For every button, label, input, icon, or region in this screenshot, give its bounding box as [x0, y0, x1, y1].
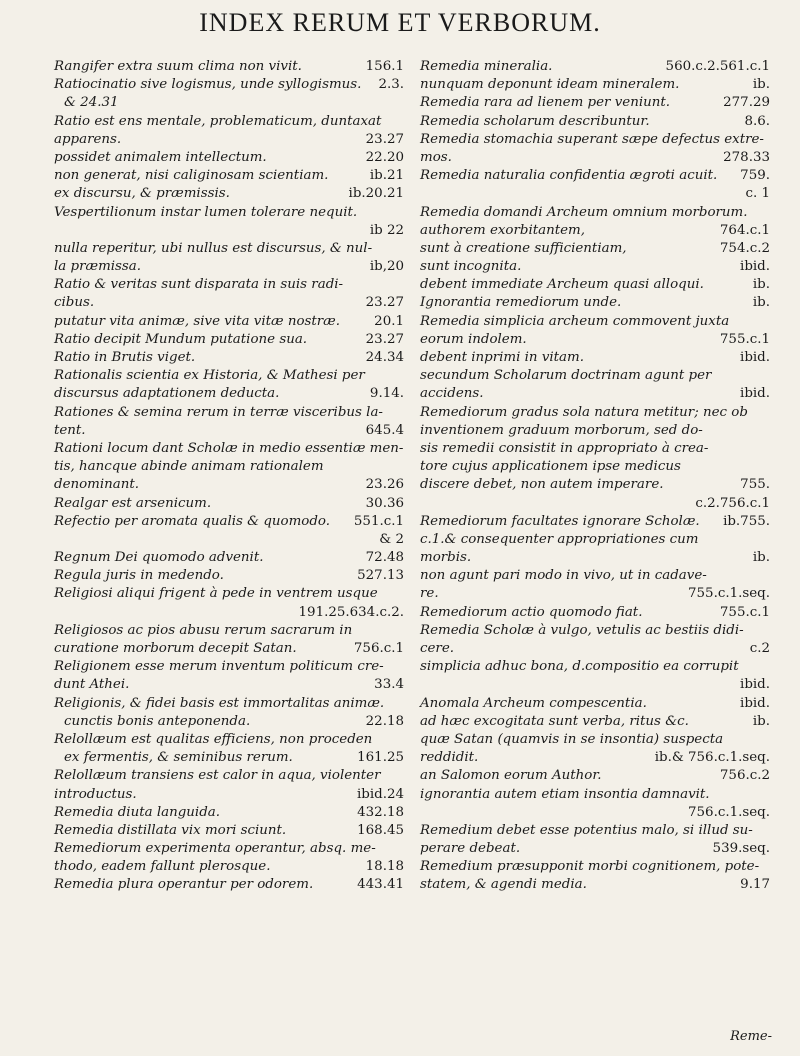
entry-text: debent inprimi in vitam. [420, 350, 584, 365]
index-entry [54, 131, 404, 149]
index-entry [420, 240, 770, 258]
index-entry [420, 786, 770, 804]
entry-reference: 527.13 [357, 568, 404, 584]
index-entry [54, 585, 404, 603]
entry-reference: 72.48 [365, 550, 404, 566]
left-column [54, 58, 404, 895]
entry-reference: ib 22 [369, 222, 404, 238]
entry-reference: 756.c.1 [353, 641, 404, 656]
index-entry [420, 476, 770, 494]
entry-text: Remedia Scholæ à vulgo, vetulis ac bestiis didi- [420, 622, 744, 638]
index-entry [420, 349, 770, 367]
entry-text: authorem exorbitantem, [420, 222, 585, 238]
index-entry [420, 622, 770, 640]
entry-reference: 443.41 [357, 877, 404, 893]
entry-text: apparens. [54, 131, 122, 147]
index-entry [420, 695, 770, 713]
index-entry [54, 113, 404, 131]
index-entry [54, 185, 404, 203]
entry-text: Regula juris in medendo. [54, 568, 224, 584]
entry-reference: 764.c.1 [719, 222, 770, 238]
index-entry [420, 204, 770, 222]
entry-text: sis remedii consistit in appropriato à crea- [420, 440, 709, 456]
entry-text: Remediorum gradus sola natura metitur; nec ob [420, 404, 748, 420]
entry-reference: 23.27 [365, 131, 404, 147]
entry-text: c.1.& consequenter appropriationes cum [420, 531, 699, 547]
index-entry [54, 549, 404, 567]
entry-reference: 756.c.2 [719, 768, 770, 784]
entry-reference: 432.18 [357, 804, 404, 820]
entry-text: Rangifer extra suum clima non vivit. [54, 59, 302, 74]
index-entry [54, 822, 404, 840]
entry-text: putatur vita animæ, sive vita vitæ nostræ. [54, 313, 341, 329]
index-entry [420, 840, 770, 858]
index-entry [54, 749, 404, 767]
entry-text: la præmissa. [54, 259, 142, 275]
entry-reference: 755.c.1 [719, 331, 770, 347]
entry-text: accidens. [420, 386, 484, 402]
entry-reference: 278.33 [723, 149, 770, 165]
entry-reference: 24.34 [365, 350, 404, 365]
index-entry [420, 331, 770, 349]
entry-text: Anomala Archeum compescentia. [420, 695, 647, 711]
entry-text: nunquam deponunt ideam mineralem. [420, 77, 680, 93]
entry-text: Rationes & semina rerum in terræ visceribus la- [54, 404, 383, 420]
entry-reference: 754.c.2 [719, 240, 770, 256]
entry-text: Remedia distillata vix mori sciunt. [54, 822, 287, 838]
index-entry [54, 222, 404, 240]
index-entry [420, 585, 770, 603]
entry-text: non generat, nisi caliginosam scientiam. [54, 168, 329, 184]
index-entry [420, 185, 770, 203]
index-entry [54, 695, 404, 713]
index-entry [54, 658, 404, 676]
entry-text: simplicia adhuc bona, d.compositio ea corrupit [420, 659, 739, 675]
entry-reference: 9.14. [369, 386, 404, 402]
entry-text: re. [420, 586, 439, 602]
index-entry [420, 458, 770, 476]
index-entry [54, 622, 404, 640]
index-entry [420, 804, 770, 822]
entry-reference: ib.& 756.c.1.seq. [654, 750, 770, 766]
entry-text: thodo, eadem fallunt plerosque. [54, 859, 271, 875]
entry-reference: ib,20 [369, 259, 404, 275]
entry-text: Religionis, & fidei basis est immortalitas animæ. [54, 695, 385, 711]
index-entry [420, 822, 770, 840]
index-entry [54, 731, 404, 749]
index-entry [420, 313, 770, 331]
entry-reference: & 2 [379, 531, 404, 547]
catchword: Reme- [730, 1029, 772, 1044]
entry-text: Relollæum est qualitas efficiens, non proceden [54, 731, 373, 747]
entry-text: Religiosi aliqui frigent à pede in ventrem usque [54, 586, 378, 602]
entry-reference: 22.18 [365, 713, 404, 729]
index-entry [54, 458, 404, 476]
entry-text: Vespertilionum instar lumen tolerare nequit. [54, 204, 358, 220]
entry-text: tore cujus applicationem ipse medicus [420, 459, 681, 475]
entry-text: nulla reperitur, ubi nullus est discursus, & nul- [54, 240, 373, 256]
entry-text: Regnum Dei quomodo advenit. [54, 550, 264, 566]
entry-reference: 759. [740, 168, 770, 184]
index-entry [54, 604, 404, 622]
entry-text: quæ Satan (quamvis in se insontia) suspecta [420, 731, 724, 747]
entry-reference: 551.c.1 [353, 513, 404, 529]
entry-text: secundum Scholarum doctrinam agunt per [420, 368, 712, 384]
index-entry [420, 149, 770, 167]
entry-text: morbis. [420, 550, 472, 566]
entry-text: Ratio & veritas sunt disparata in suis radi- [54, 277, 344, 293]
index-entry [54, 676, 404, 694]
index-entry [420, 676, 770, 694]
entry-text: Religiosos ac pios abusu rerum sacrarum in [54, 622, 353, 638]
index-entry [420, 495, 770, 513]
entry-text: curatione morborum decepit Satan. [54, 641, 297, 656]
entry-reference: c. 1 [745, 186, 770, 202]
index-entry [54, 476, 404, 494]
index-entry [54, 513, 404, 531]
entry-reference: ibid. [740, 677, 770, 693]
index-entry [54, 495, 404, 513]
index-entry [420, 858, 770, 876]
entry-text: sunt à creatione sufficientiam, [420, 240, 627, 256]
entry-reference: 755. [740, 477, 770, 493]
index-entry [54, 367, 404, 385]
entry-text: Relollæum transiens est calor in aqua, violenter [54, 768, 381, 784]
entry-reference: 18.18 [365, 859, 404, 875]
entry-text: perare debeat. [420, 841, 521, 857]
entry-reference: 161.25 [357, 750, 404, 766]
index-entry [420, 58, 770, 76]
index-entry [54, 531, 404, 549]
entry-text: Remediorum actio quomodo fiat. [420, 604, 643, 620]
index-entry [420, 604, 770, 622]
index-entry [420, 731, 770, 749]
index-entry [420, 385, 770, 403]
entry-text: Ratio in Brutis viget. [54, 350, 196, 365]
entry-text: Rationalis scientia ex Historia, & Mathesi per [54, 368, 365, 384]
entry-reference: ib. [752, 295, 770, 311]
entry-text: mos. [420, 149, 452, 165]
index-entry [420, 94, 770, 112]
entry-text: tent. [54, 422, 86, 438]
index-entry [420, 113, 770, 131]
index-entry [54, 422, 404, 440]
entry-reference: 645.4 [365, 422, 404, 438]
index-entry [420, 131, 770, 149]
index-entry [420, 749, 770, 767]
entry-text: Ignorantia remediorum unde. [420, 295, 622, 311]
index-entry [420, 294, 770, 312]
index-entry [54, 94, 404, 112]
entry-text: possidet animalem intellectum. [54, 149, 267, 165]
index-entry [54, 331, 404, 349]
entry-text: ignorantia autem etiam insontia damnavit. [420, 786, 710, 802]
entry-reference: 277.29 [723, 95, 770, 111]
entry-text: ex fermentis, & seminibus rerum. [64, 750, 293, 766]
entry-text: Remedia domandi Archeum omnium morborum. [420, 204, 748, 220]
index-entry [54, 58, 404, 76]
entry-reference: 33.4 [374, 677, 404, 693]
entry-text: Remedia mineralia. [420, 59, 553, 74]
index-entry [54, 294, 404, 312]
entry-text: Refectio per aromata qualis & quomodo. [54, 513, 330, 529]
entry-reference: 2.3. [378, 77, 404, 93]
index-entry [54, 204, 404, 222]
entry-text: Remedia plura operantur per odorem. [54, 877, 314, 893]
entry-reference: ib. [752, 550, 770, 566]
index-entry [54, 149, 404, 167]
index-entry [54, 840, 404, 858]
index-entry [54, 404, 404, 422]
entry-text: cunctis bonis anteponenda. [64, 713, 251, 729]
entry-text: ex discursu, & præmissis. [54, 186, 230, 202]
index-entry [54, 385, 404, 403]
index-entry [54, 349, 404, 367]
entry-reference: 756.c.1.seq. [688, 804, 770, 820]
entry-reference: 20.1 [374, 313, 404, 329]
entry-reference: c.2.756.c.1 [695, 495, 770, 511]
index-entry [54, 713, 404, 731]
entry-reference: 755.c.1.seq. [688, 586, 770, 602]
entry-text: denominant. [54, 477, 140, 493]
entry-text: an Salomon eorum Author. [420, 768, 602, 784]
entry-text: debent immediate Archeum quasi alloqui. [420, 277, 704, 293]
entry-reference: 755.c.1 [719, 604, 770, 620]
index-entry [420, 567, 770, 585]
index-entry [54, 440, 404, 458]
entry-text: Remedia stomachia superant sæpe defectus extre- [420, 131, 764, 147]
entry-text: Remedia simplicia archeum commovent juxta [420, 313, 730, 329]
entry-text: introductus. [54, 786, 137, 802]
entry-text: Remedium debet esse potentius malo, si illud su- [420, 822, 753, 838]
index-entry [420, 658, 770, 676]
entry-reference: 30.36 [365, 495, 404, 511]
entry-text: inventionem graduum morborum, sed do- [420, 422, 703, 438]
index-entry [54, 240, 404, 258]
entry-text: discursus adaptationem deducta. [54, 386, 280, 402]
entry-reference: 8.6. [744, 113, 770, 129]
entry-text: statem, & agendi media. [420, 877, 587, 893]
index-entry [420, 76, 770, 94]
entry-text: cere. [420, 641, 455, 656]
index-entry [420, 367, 770, 385]
entry-text: Remedia rara ad lienem per veniunt. [420, 95, 670, 111]
entry-reference: ibid. [740, 259, 770, 275]
index-entry [54, 167, 404, 185]
index-entry [54, 640, 404, 658]
index-entry [420, 222, 770, 240]
index-entry [54, 313, 404, 331]
entry-text: Remediorum experimenta operantur, absq. me- [54, 841, 376, 857]
entry-reference: ib.21 [369, 168, 404, 184]
index-entry [54, 258, 404, 276]
entry-text: Remediorum facultates ignorare Scholæ. [420, 513, 700, 529]
index-entry [420, 513, 770, 531]
index-entry [420, 640, 770, 658]
entry-reference: 539.seq. [712, 841, 770, 857]
index-entry [54, 767, 404, 785]
entry-text: non agunt pari modo in vivo, ut in cadave- [420, 568, 707, 584]
index-entry [420, 767, 770, 785]
entry-text: reddidit. [420, 750, 479, 766]
entry-reference: ibid. [740, 350, 770, 365]
entry-reference: 156.1 [365, 59, 404, 74]
entry-reference: 22.20 [365, 149, 404, 165]
entry-reference: ibid. [740, 695, 770, 711]
entry-text: Ratio decipit Mundum putatione sua. [54, 331, 308, 347]
entry-text: Remedia diuta languida. [54, 804, 221, 820]
entry-text: tis, hancque abinde animam rationalem [54, 459, 324, 475]
index-entry [54, 276, 404, 294]
entry-text: sunt incognita. [420, 259, 522, 275]
index-entry [420, 876, 770, 894]
entry-text: ad hæc excogitata sunt verba, ritus &c. [420, 713, 689, 729]
index-entry [54, 76, 404, 94]
entry-reference: 9.17 [740, 877, 770, 893]
index-entry [420, 549, 770, 567]
entry-text: & 24.31 [64, 95, 119, 111]
entry-reference: ibid.24 [356, 786, 404, 802]
entry-text: cibus. [54, 295, 95, 311]
index-entry [420, 713, 770, 731]
entry-text: Realgar est arsenicum. [54, 495, 212, 511]
entry-reference: ib.755. [723, 513, 770, 529]
index-entry [420, 422, 770, 440]
entry-reference: 560.c.2.561.c.1 [665, 59, 770, 74]
index-entry [54, 804, 404, 822]
entry-reference: ib. [752, 277, 770, 293]
entry-reference: ibid. [740, 386, 770, 402]
entry-text: Ratiocinatio sive logismus, unde syllogismus. [54, 77, 362, 93]
index-entry [420, 258, 770, 276]
entry-text: Remedium præsupponit morbi cognitionem, pote- [420, 859, 760, 875]
entry-reference: 23.26 [365, 477, 404, 493]
index-entry [54, 786, 404, 804]
index-entry [54, 567, 404, 585]
index-entry [420, 531, 770, 549]
entry-text: Rationi locum dant Scholæ in medio essentiæ men- [54, 440, 404, 456]
entry-reference: c.2 [749, 641, 770, 656]
entry-reference: ib.20.21 [348, 186, 404, 202]
entry-text: Ratio est ens mentale, problematicum, duntaxat [54, 113, 382, 129]
entry-text: discere debet, non autem imperare. [420, 477, 664, 493]
entry-reference: 23.27 [365, 295, 404, 311]
entry-reference: ib. [752, 77, 770, 93]
entry-text: Religionem esse merum inventum politicum cre- [54, 659, 384, 675]
entry-reference: 168.45 [357, 822, 404, 838]
entry-text: Remedia naturalia confidentia ægroti acuit. [420, 168, 718, 184]
entry-reference: 23.27 [365, 331, 404, 347]
index-entry [54, 876, 404, 894]
index-entry [420, 167, 770, 185]
right-column [420, 58, 770, 895]
entry-text: eorum indolem. [420, 331, 527, 347]
page-header: INDEX RERUM ET VERBORUM. [199, 8, 601, 37]
entry-text: dunt Athei. [54, 677, 130, 693]
entry-text: Remedia scholarum describuntur. [420, 113, 650, 129]
index-entry [420, 440, 770, 458]
entry-reference: ib. [752, 713, 770, 729]
entry-reference: 191.25.634.c.2. [298, 604, 404, 620]
index-entry [420, 404, 770, 422]
index-entry [420, 276, 770, 294]
index-entry [54, 858, 404, 876]
